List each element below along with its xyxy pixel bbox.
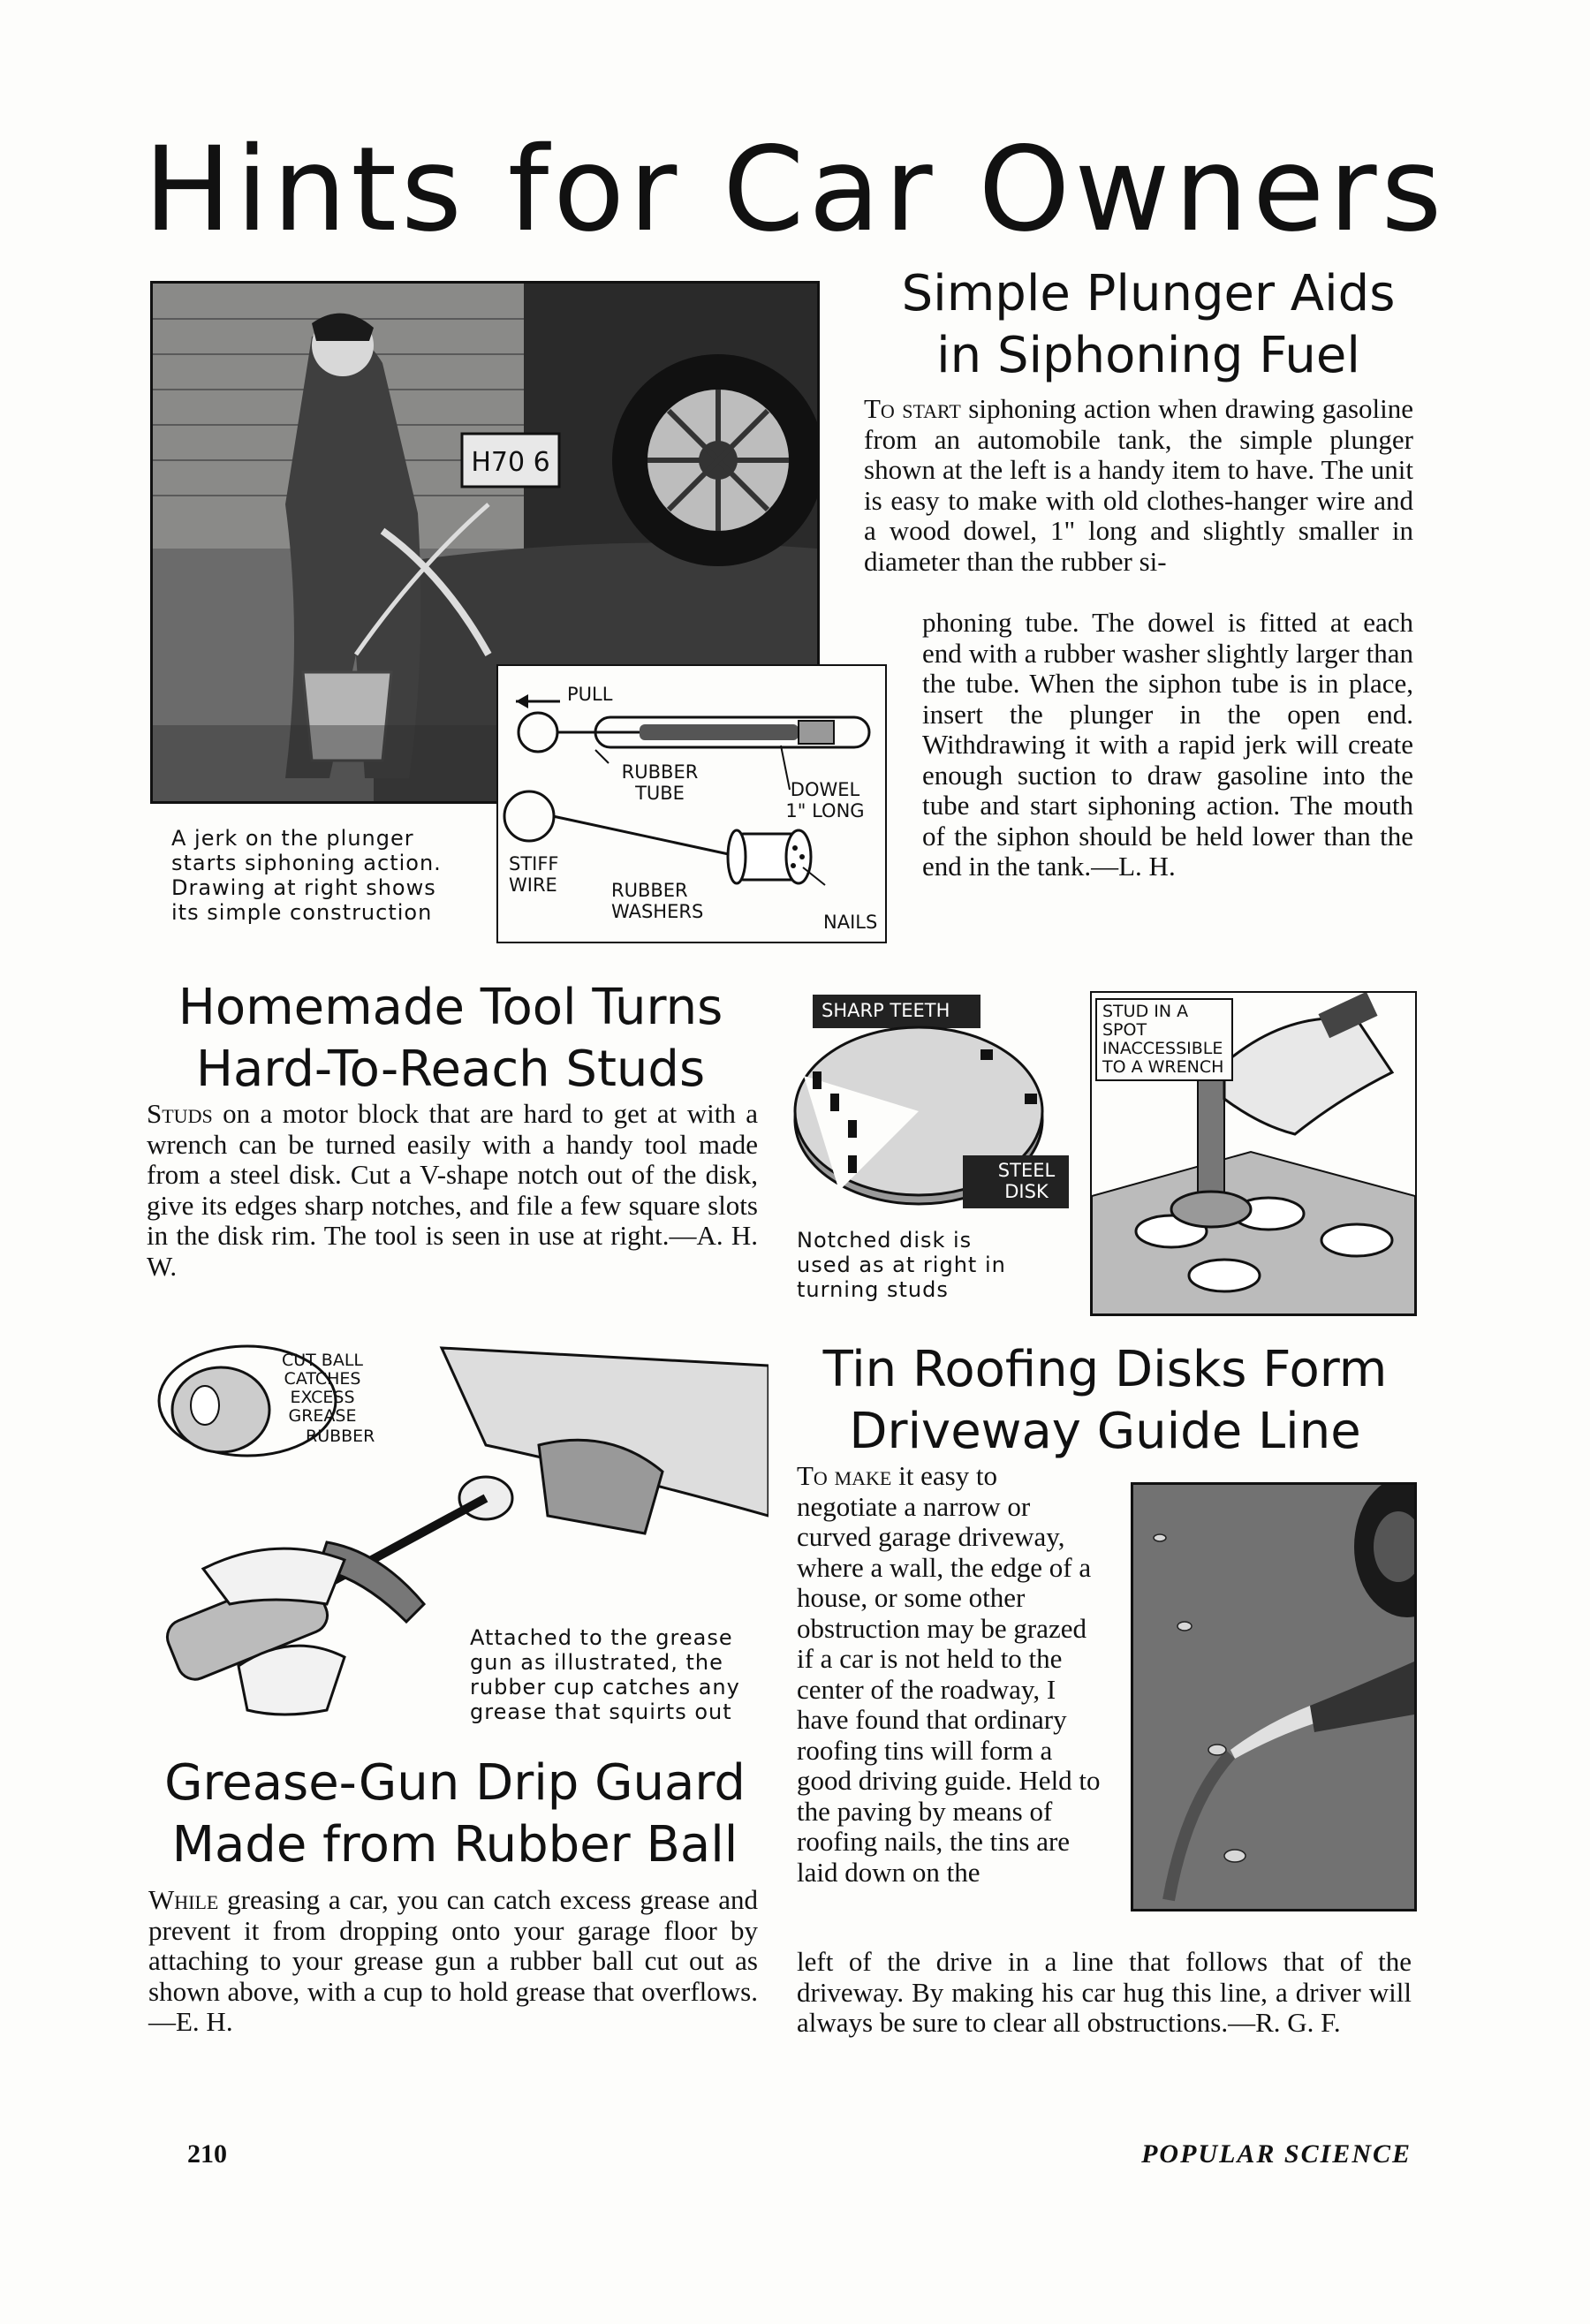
article1-heading bbox=[866, 263, 1431, 387]
article3-body bbox=[148, 1885, 758, 2038]
disk-svg bbox=[786, 988, 1086, 1244]
label-cut-ball: CUT BALL CATCHES EXCESS GREASE bbox=[281, 1351, 364, 1426]
label-rubber-washers: RUBBER WASHERS bbox=[611, 880, 704, 922]
driveway-photo bbox=[1131, 1482, 1417, 1911]
article3-heading-line2: Made from Rubber Ball bbox=[171, 1816, 738, 1874]
article4-body-narrow bbox=[797, 1461, 1104, 1888]
article4-heading-line2: Driveway Guide Line bbox=[849, 1403, 1361, 1460]
disk-caption: Notched disk is used as at right in turning studs bbox=[797, 1228, 1006, 1302]
label-sharp-teeth: SHARP TEETH bbox=[822, 1000, 950, 1021]
notched-disk-drawing bbox=[786, 988, 1086, 1244]
article3-lead: While bbox=[148, 1884, 219, 1915]
license-plate: H70 6 bbox=[471, 447, 550, 478]
label-rubber-tube: RUBBER TUBE bbox=[621, 761, 699, 804]
article2-heading-line2: Hard-To-Reach Studs bbox=[195, 1041, 706, 1098]
magazine-name: POPULAR SCIENCE bbox=[1141, 2139, 1412, 2169]
article4-heading bbox=[791, 1339, 1419, 1463]
page-number: 210 bbox=[187, 2139, 227, 2169]
article4-text-narrow: it easy to negotiate a narrow or curved garage driveway, where a wall, the edge of a house, or some other obstruction may be grazed if a car is not held to the center of the roadway, I have found that ordinary roofing tins will form a good driving guide. Held to the paving by means of roofing nails, the tins are laid down on the bbox=[797, 1460, 1101, 1888]
article1-heading-line1: Simple Plunger Aids bbox=[901, 265, 1396, 322]
article4-heading-line1: Tin Roofing Disks Form bbox=[822, 1341, 1388, 1398]
label-pull: PULL bbox=[567, 684, 613, 705]
article2-heading bbox=[141, 977, 760, 1101]
label-steel-disk: STEEL DISK bbox=[997, 1160, 1056, 1202]
article4-body-wide bbox=[797, 1947, 1412, 2039]
article1-text-narrow: phoning tube. The dowel is fitted at each end with a rubber washer slightly larger than the tube. When the siphon tube is in place, insert the plunger in the open end. Withdrawing it with a rapid jerk will create enough suction to draw gasoline into the tube and start siphoning action. The mouth of the siphon should be held lower than the end in the tank.—L. H. bbox=[922, 607, 1413, 882]
article4-text-wide: left of the drive in a line that follows that of the driveway. By making his car hug this line, a driver will always be sure to clear all obstructions.—R. G. F. bbox=[797, 1946, 1412, 2038]
label-stud: STUD IN A SPOT INACCESSIBLE TO A WRENCH bbox=[1095, 998, 1233, 1081]
article3-heading-line1: Grease-Gun Drip Guard bbox=[164, 1754, 746, 1812]
article2-lead: Studs bbox=[147, 1098, 213, 1129]
plunger-diagram bbox=[496, 664, 887, 943]
article3-heading bbox=[141, 1752, 768, 1876]
label-dowel: DOWEL 1" LONG bbox=[785, 779, 865, 821]
article2-text: on a motor block that are hard to get at with a wrench can be turned easily with a handy tool made from a steel disk. Cut a V-shape notch out of the disk, give its edges sharp notches, and file a few square slots in the disk rim. The tool is seen in use at right.—A. H. W. bbox=[147, 1098, 758, 1282]
article1-heading-line2: in Siphoning Fuel bbox=[936, 327, 1360, 384]
article2-body bbox=[147, 1099, 758, 1282]
stud-drawing bbox=[1090, 991, 1417, 1316]
article4-lead: To make bbox=[797, 1460, 892, 1491]
page-title: Hints for Car Owners bbox=[143, 122, 1447, 258]
grease-caption: Attached to the grease gun as illustrated, the rubber cup catches any grease that squirts out bbox=[470, 1625, 740, 1724]
article1-body-narrow bbox=[922, 608, 1413, 882]
article3-text: greasing a car, you can catch excess grease and prevent it from dropping onto your garage floor by attaching to your grease gun a rubber ball cut out as shown above, with a cup to hold grease that overflows.—E. H. bbox=[148, 1884, 759, 2037]
article1-text-wide: siphoning action when drawing gasoline from an automobile tank, the simple plunger shown at the left is a handy item to have. The unit is easy to make with old clothes-hanger wire and a wood dowel, 1" long and slightly smaller in diameter than the rubber si- bbox=[864, 393, 1414, 577]
siphon-caption: A jerk on the plunger starts siphoning action. Drawing at right shows its simple construction bbox=[171, 826, 442, 925]
driveway-photo-illustration bbox=[1133, 1485, 1414, 1909]
article1-lead: To start bbox=[864, 393, 961, 424]
label-nails: NAILS bbox=[823, 912, 878, 933]
label-rubber: RUBBER bbox=[306, 1427, 375, 1446]
article1-body-wide bbox=[864, 394, 1413, 577]
article2-heading-line1: Homemade Tool Turns bbox=[178, 979, 723, 1036]
label-stiff-wire: STIFF WIRE bbox=[509, 853, 559, 896]
